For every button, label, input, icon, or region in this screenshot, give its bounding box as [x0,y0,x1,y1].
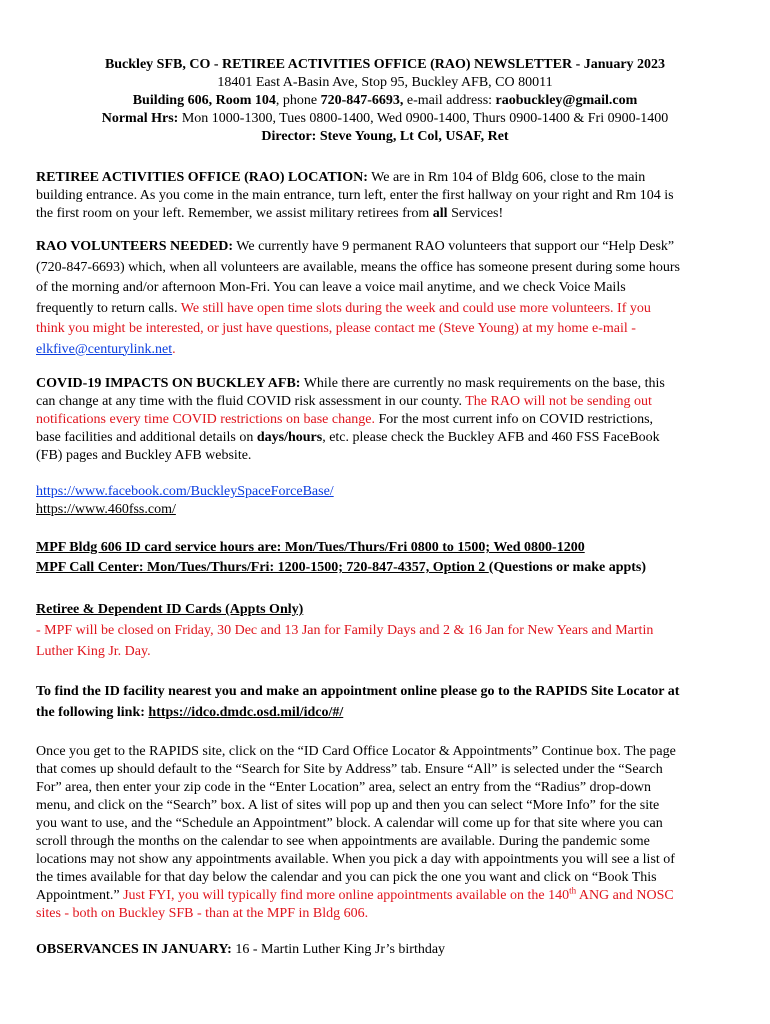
covid-text-5: , etc. please check the Buckley AFB and 460 FSS FaceBook [322,430,660,445]
mpf-closure-notice-1: - MPF will be closed on Friday, 30 Dec and 13 Jan for Family Days and 2 & 16 Jan for New Years and Martin [36,623,654,638]
covid-callout-1: The RAO will not be sending out [465,394,652,409]
volunteer-contact-email-link[interactable]: elkfive@centurylink.net [36,341,173,357]
volunteers-text-3: of the morning and/or afternoon Mon-Fri. You can leave a voice mail anytime, and we check Voice Mails [36,280,626,295]
phone-label: , phone [275,93,321,108]
newsletter-header [36,56,734,146]
covid-text-2: can change at any time with the fluid COVID risk assessment in our county. [36,394,466,409]
email-label: e-mail address: [403,93,496,108]
volunteers-section [36,237,736,360]
covid-heading: COVID-19 IMPACTS ON BUCKLEY AFB: [36,376,301,391]
mpf-hours-section [36,538,736,578]
contact-line [36,92,734,110]
observances-section [36,941,736,959]
volunteers-callout-1: We still have open time slots during the week and could use more volunteers. If you [180,300,651,316]
mpf-closure-notice-2: Luther King Jr. Day. [36,644,151,659]
location-text-2: building entrance. As you come in the main entrance, turn left, enter the first hallway on your right and Rm 104 is [36,188,674,203]
covid-days-hours: days/hours [256,430,323,445]
instructions-line-2: that comes up should default to the “Search for Site by Address” tab. Ensure “All” is selected under the “Search [36,762,663,777]
covid-text-4: base facilities and additional details on [36,430,257,445]
hours-line [36,110,734,128]
location-text-3: the first room on your left. Remember, we assist military retirees from [36,206,433,221]
volunteers-text-1: We currently have 9 permanent RAO volunteers that support our “Help Desk” [233,239,675,254]
location-text-1: We are in Rm 104 of Bldg 606, close to the main [367,170,646,185]
rapids-locator-text-2: the following link: [36,705,149,720]
location-section [36,169,736,223]
location-heading: RETIREE ACTIVITIES OFFICE (RAO) LOCATION: [36,170,368,185]
id-cards-heading: Retiree & Dependent ID Cards (Appts Only) [36,602,304,617]
rapids-locator-section [36,681,736,723]
phone-number: 720-847-6693, [320,93,404,108]
hours-text: Mon 1000-1300, Tues 0800-1400, Wed 0900-1400, Thurs 0900-1400 & Fri 0900-1400 [178,111,669,126]
instructions-line-3: For” area, then enter your zip code in the “Enter Location” area, select an entry from the “Radius” drop-down [36,780,651,795]
location-all-emphasis: all [432,206,448,221]
observances-text: 16 - Martin Luther King Jr’s birthday [231,942,446,957]
instructions-fyi-2: ANG and NOSC [576,888,674,903]
hours-label: Normal Hrs: [101,111,179,126]
mpf-id-card-hours: MPF Bldg 606 ID card service hours are: Mon/Tues/Thurs/Fri 0800 to 1500; Wed 0800-1200 [36,540,585,555]
instructions-line-6: scroll through the months on the calendar to see when appointments are available. During the pandemic some [36,834,650,849]
covid-text-6: (FB) pages and Buckley AFB website. [36,448,252,463]
volunteers-text-4: frequently to return calls. [36,300,181,316]
covid-section [36,375,736,465]
instructions-line-5: you want to use, and the “Schedule an Appointment” block. A calendar will come up for that site where you can [36,816,663,831]
fss-website-link[interactable]: https://www.460fss.com/ [36,502,176,517]
office-address: 18401 East A-Basin Ave, Stop 95, Buckley AFB, CO 80011 [217,75,553,90]
volunteers-callout-2: think you might be interested, or just have questions, please contact me (Steve Young) at my home e-mail - [36,321,636,336]
mpf-call-center: MPF Call Center: Mon/Tues/Thurs/Fri: 1200-1500; 720-847-4357, Option 2 [36,560,489,575]
facebook-link[interactable]: https://www.facebook.com/BuckleySpaceForceBase/ [36,484,334,499]
mpf-call-center-note: (Questions or make appts) [488,560,647,575]
volunteers-heading: RAO VOLUNTEERS NEEDED: [36,239,234,254]
covid-callout-2: notifications every time COVID restrictions on base change. [36,412,376,427]
instructions-line-8: the times available for that day below the calendar and you can pick the one you want and click on “Book This [36,870,657,885]
instructions-line-1: Once you get to the RAPIDS site, click on the “ID Card Office Locator & Appointments” Continue box. The page [36,744,676,759]
covid-links [36,483,736,519]
instructions-fyi-3: sites - both on Buckley SFB - than at the MPF in Bldg 606. [36,906,369,921]
rapids-locator-link[interactable]: https://idco.dmdc.osd.mil/idco/#/ [148,705,344,720]
volunteers-text-2: (720-847-6693) which, when all volunteers are available, means the office has someone present during some hours [36,259,680,275]
instructions-fyi-1: Just FYI, you will typically find more online appointments available on the 140 [123,888,570,903]
instructions-line-7: locations may not show any appointments available. When you pick a day with appointments you will see a list of [36,852,675,867]
covid-text-3: For the most current info on COVID restrictions, [375,412,654,427]
director-line: Director: Steve Young, Lt Col, USAF, Ret [261,129,509,144]
rapids-locator-text-1: To find the ID facility nearest you and make an appointment online please go to the RAPIDS Site Locator at [36,684,680,699]
instructions-line-9: Appointment.” [36,888,124,903]
instructions-fyi-superscript: th [569,885,577,896]
office-email[interactable]: raobuckley@gmail.com [495,93,638,108]
location-text-4: Services! [447,206,504,221]
newsletter-title: Buckley SFB, CO - RETIREE ACTIVITIES OFFICE (RAO) NEWSLETTER - January 2023 [104,57,666,72]
rapids-instructions [36,743,736,923]
volunteers-period: . [172,341,176,357]
observances-heading: OBSERVANCES IN JANUARY: [36,942,232,957]
covid-text-1: While there are currently no mask requirements on the base, this [300,376,665,391]
building-room: Building 606, Room 104 [132,93,276,108]
id-cards-section [36,599,736,662]
instructions-line-4: menu, and click on the “Search” box. A list of sites will pop up and then you can select “More Info” for the site [36,798,660,813]
